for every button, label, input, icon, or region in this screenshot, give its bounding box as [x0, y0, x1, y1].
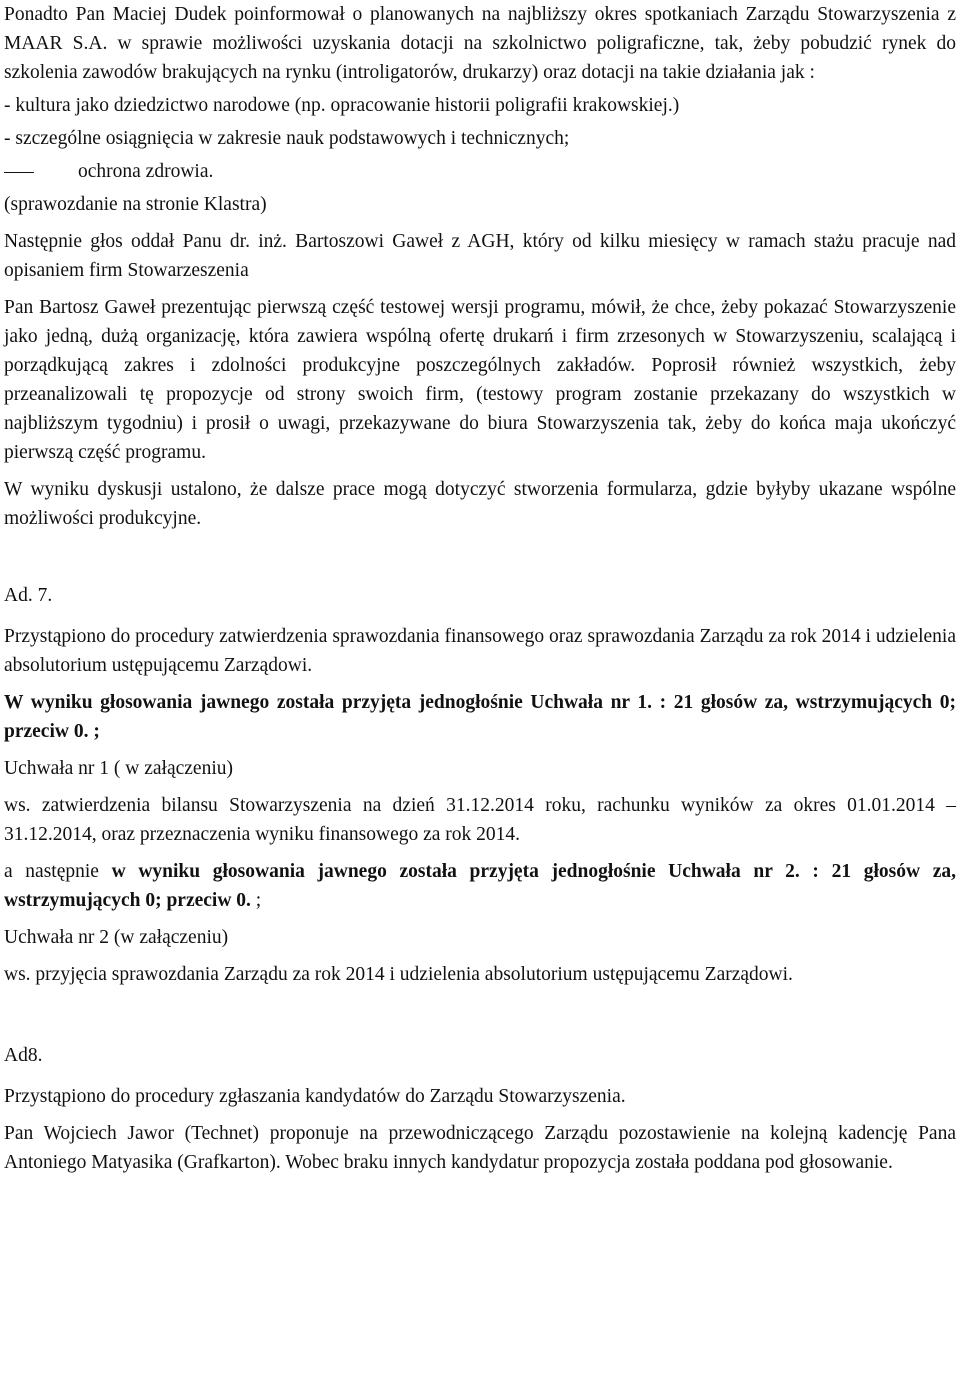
list-item-culture: - kultura jako dziedzictwo narodowe (np. opracowanie historii poligrafii krakowskiej.) [4, 95, 680, 116]
paragraph-presentation: Pan Bartosz Gaweł prezentując pierwszą część testowej wersji programu, mówił, że chce, żeby pokazać Stowarzyszenie jako jedną, dużą organizację, która zawiera wspólną ofertę drukarń i firm zrzesonych w Stowarzyszeniu, scalającą i porządkującą zakres i zdolności produkcyjne poszczególnych zakładów. Poprosił również wszystkich, żeby przeanalizowali tę propozycje od strony swoich firm, (testowy program zostanie przekazany do wszystkich w najbliższym tygodniu) i prosił o uwagi, przekazywane do biura Stowarzyszenia tak, żeby do końca maja ukończyć pierwszą część programu. [4, 297, 956, 463]
paragraph-meetings: Ponadto Pan Maciej Dudek poinformował o planowanych na najbliższy okres spotkaniach Zarządu Stowarzyszenia z MAAR S.A. w sprawie możliwości uzyskania dotacji na szkolnictwo poligraficzne, tak, żeby pobudzić rynek do szkolenia zawodów brakujących na rynku (introligatorów, drukarzy) oraz dotacji na takie działania jak : [4, 4, 956, 83]
paragraph-ad8-candidate: Pan Wojciech Jawor (Technet) proponuje na przewodniczącego Zarządu pozostawienie na kolejną kadencję Pana Antoniego Matyasika (Grafkarton). Wobec braku innych kandydatur propozycja została poddana pod głosowanie. [4, 1123, 956, 1173]
paragraph-ad8-procedure: Przystąpiono do procedury zgłaszania kandydatów do Zarządu Stowarzyszenia. [4, 1086, 626, 1107]
resolution-2-label: Uchwała nr 2 (w załączeniu) [4, 927, 229, 948]
list-item-health [4, 157, 956, 186]
paragraph-vote-1: W wyniku głosowania jawnego została przyjęta jednogłośnie Uchwała nr 1. : 21 głosów za, wstrzymujących 0; przeciw 0. ; [4, 692, 956, 742]
vote-2-bold: w wyniku głosowania jawnego została przyjęta jednogłośnie Uchwała nr 2. : 21 głosów za, wstrzymujących 0; przeciw 0. [4, 861, 956, 911]
paragraph-speaker: Następnie głos oddał Panu dr. inż. Bartoszowi Gaweł z AGH, który od kilku miesięcy w ramach stażu pracuje nad opisaniem firm Stowarzeszenia [4, 231, 956, 281]
list-item-science: - szczególne osiągnięcia w zakresie nauk podstawowych i technicznych; [4, 128, 570, 149]
paragraph-vote-2 [4, 857, 956, 915]
heading-ad7: Ad. 7. [4, 585, 53, 606]
paragraph-report-note: (sprawozdanie na stronie Klastra) [4, 194, 267, 215]
vote-2-prefix: a następnie [4, 861, 112, 882]
paragraph-balance: ws. zatwierdzenia bilansu Stowarzyszenia na dzień 31.12.2014 roku, rachunku wyników za okres 01.01.2014 – 31.12.2014, oraz przeznaczenia wyniku finansowego za rok 2014. [4, 795, 956, 845]
vote-2-suffix: ; [250, 890, 262, 911]
list-item-health-text: ochrona zdrowia. [78, 161, 214, 182]
paragraph-board-report: ws. przyjęcia sprawozdania Zarządu za rok 2014 i udzielenia absolutorium ustępującemu Zarządowi. [4, 964, 793, 985]
resolution-1-label: Uchwała nr 1 ( w załączeniu) [4, 758, 234, 779]
paragraph-ad7-procedure: Przystąpiono do procedury zatwierdzenia sprawozdania finansowego oraz sprawozdania Zarządu za rok 2014 i udzielenia absolutorium ustępującemu Zarządowi. [4, 626, 956, 676]
dash-bullet-icon [4, 172, 34, 173]
paragraph-discussion: W wyniku dyskusji ustalono, że dalsze prace mogą dotyczyć stworzenia formularza, gdzie byłyby ukazane wspólne możliwości produkcyjne. [4, 479, 956, 529]
heading-ad8: Ad8. [4, 1045, 43, 1066]
